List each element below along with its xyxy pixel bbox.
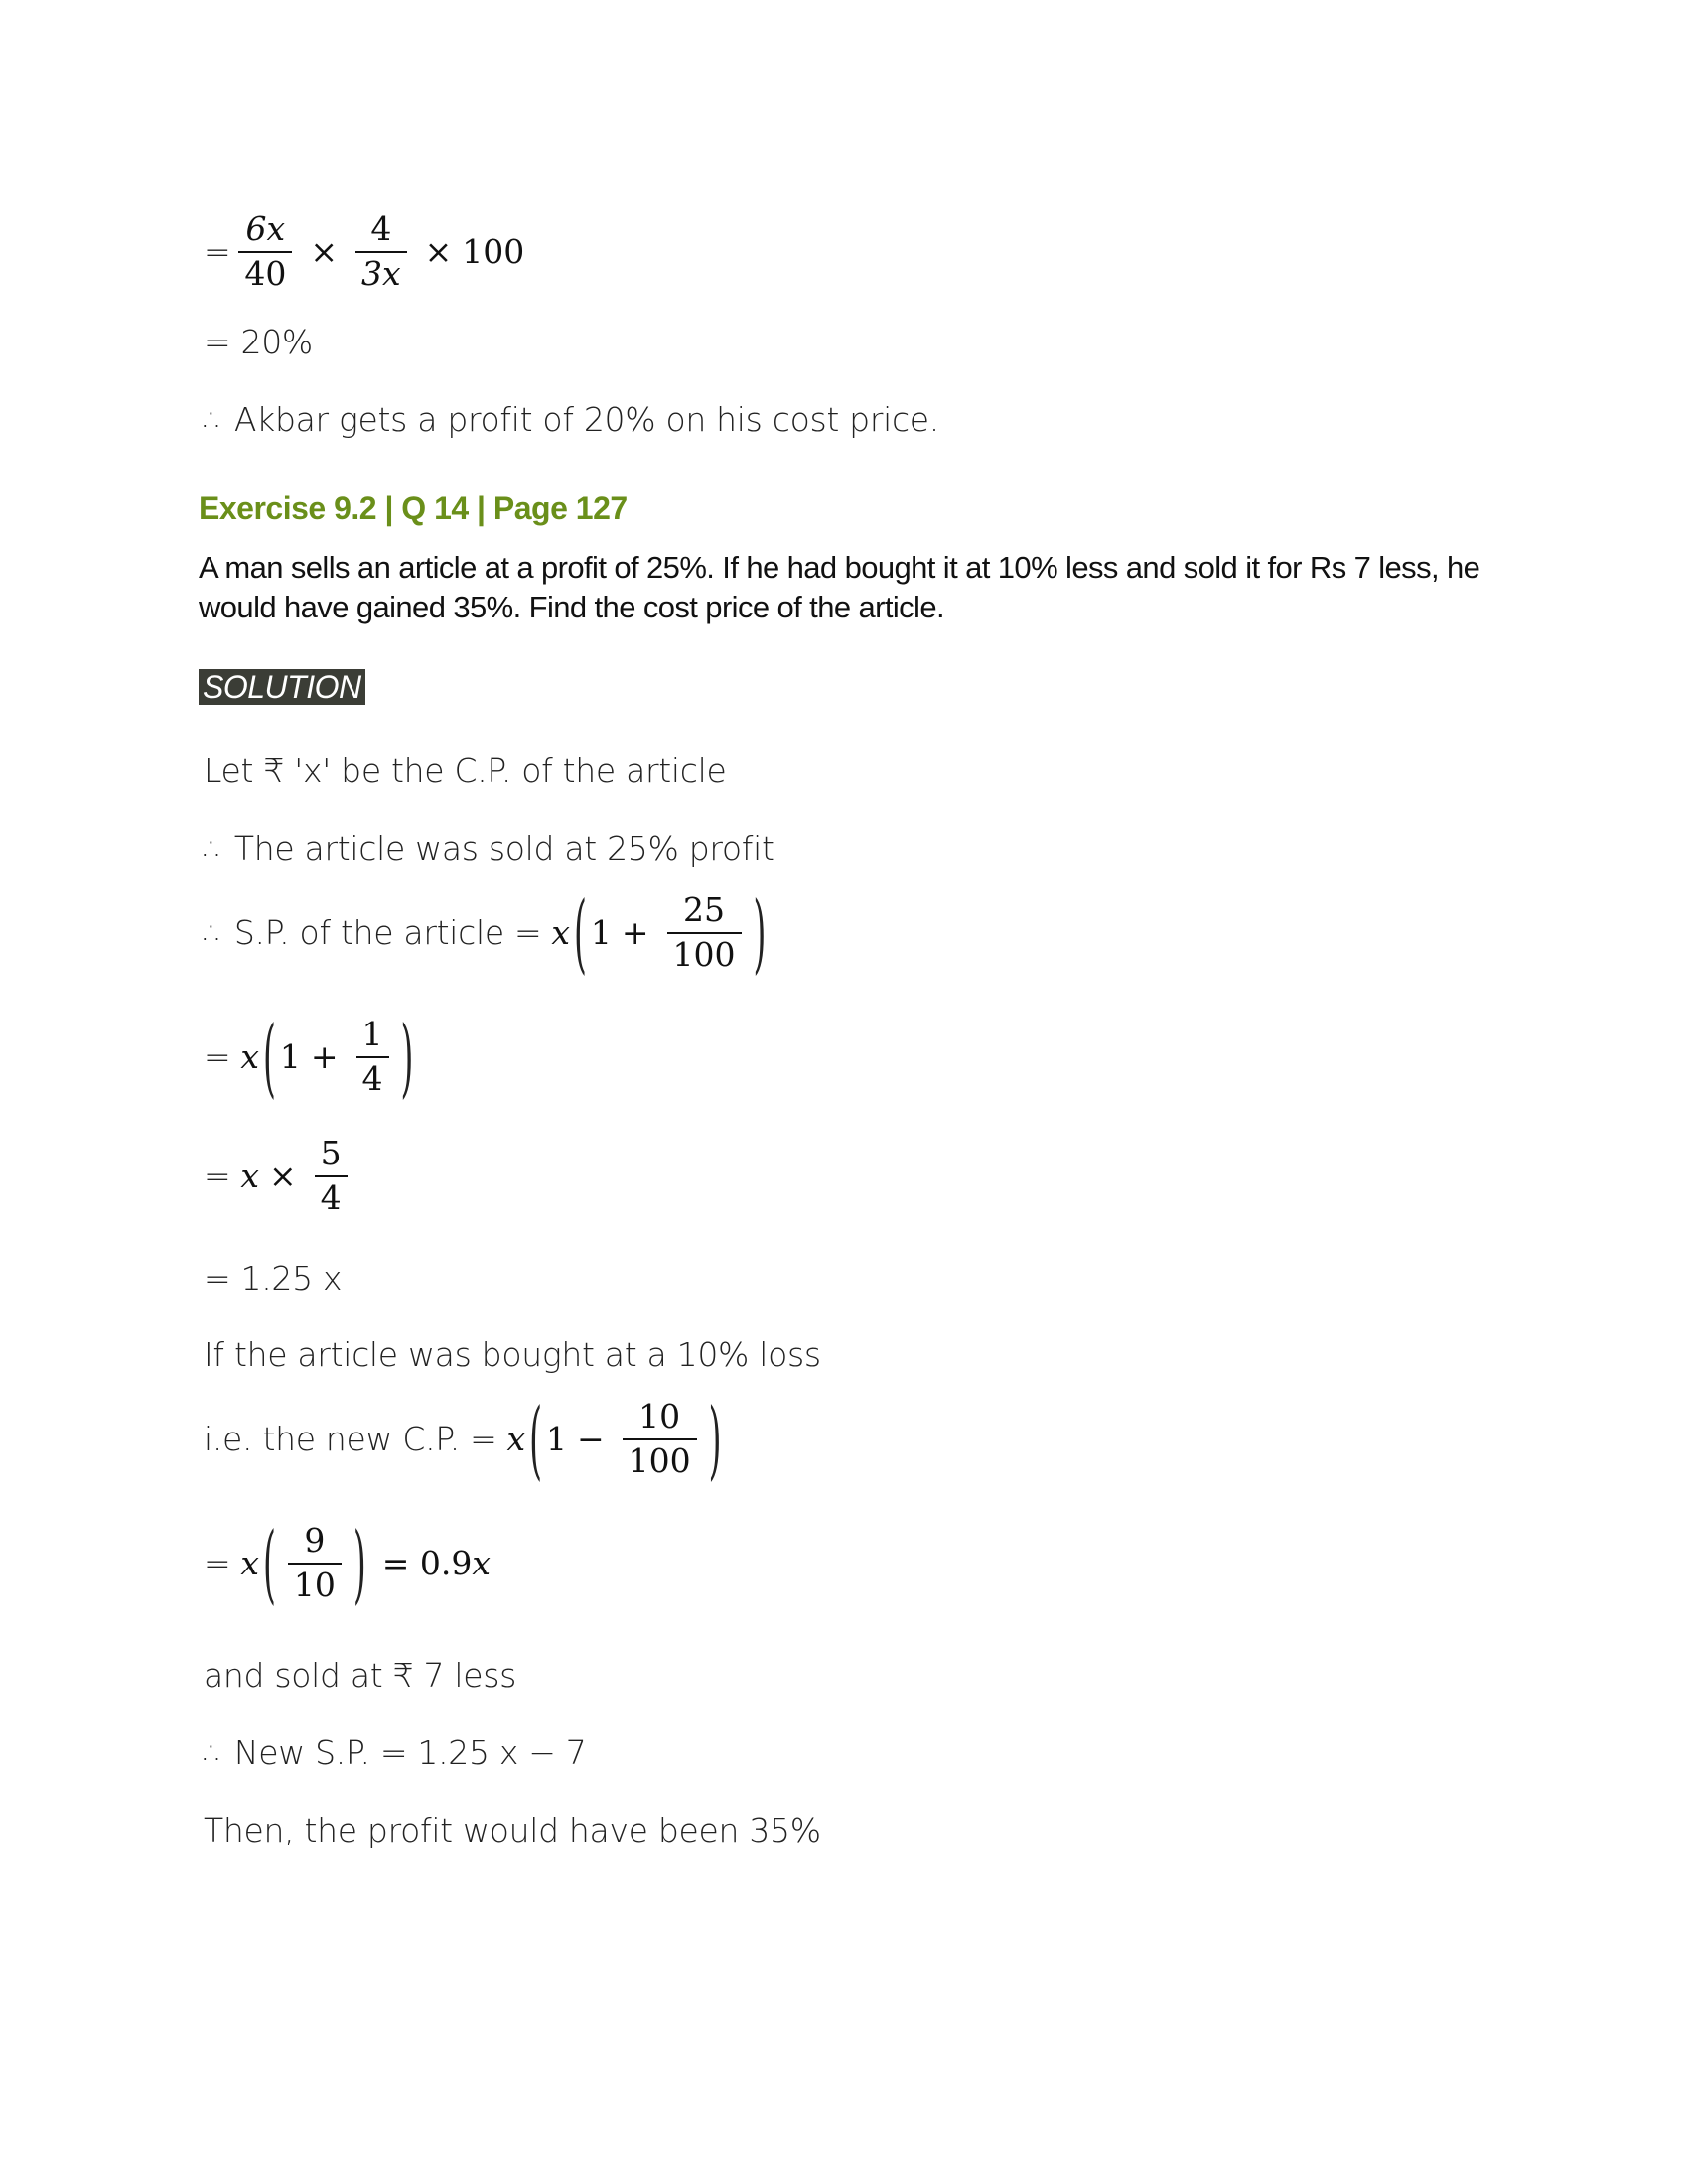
equals-sign: = <box>204 1544 231 1583</box>
right-paren: ) <box>708 1388 722 1490</box>
numerator: 1 <box>361 1015 383 1053</box>
solution-line-1: Let ₹ 'x' be the C.P. of the article <box>204 751 727 790</box>
denominator: 100 <box>667 932 742 973</box>
prefix-text: ∴ S.P. of the article = <box>204 913 542 953</box>
fraction-9-over-10 <box>288 1521 342 1604</box>
denominator: 40 <box>238 251 292 292</box>
one: 1 <box>546 1420 568 1459</box>
var-x: x <box>240 1157 259 1196</box>
solution-line-7: If the article was bought at a 10% loss <box>204 1335 821 1374</box>
denominator: 10 <box>288 1563 342 1603</box>
fraction-10-over-100 <box>623 1397 697 1480</box>
solution-line-10: and sold at ₹ 7 less <box>204 1656 517 1695</box>
denominator: 4 <box>315 1175 348 1216</box>
equation-profit-percent <box>204 209 525 293</box>
solution-line-3-sp <box>204 882 770 984</box>
left-paren: ( <box>262 1512 276 1614</box>
hundred: 100 <box>462 232 525 272</box>
solution-line-6: = 1.25 x <box>204 1259 343 1297</box>
var-x: x <box>240 1544 259 1583</box>
numerator: 4 <box>370 209 392 248</box>
denominator: 100 <box>623 1438 697 1479</box>
prefix-text: i.e. the new C.P. = <box>204 1420 497 1459</box>
left-paren: ( <box>262 1006 276 1108</box>
result-value: = 0.9 <box>381 1544 473 1583</box>
right-paren: ) <box>753 882 767 984</box>
solution-line-5 <box>204 1134 355 1217</box>
fraction-4-over-3x <box>355 209 407 293</box>
numerator: 25 <box>683 890 726 929</box>
solution-badge: SOLUTION <box>199 669 365 705</box>
conclusion-text: ∴ Akbar gets a profit of 20% on his cost price. <box>204 400 940 439</box>
equals-sign: = <box>204 1157 231 1196</box>
plus-sign: + <box>621 913 649 953</box>
solution-line-2: ∴ The article was sold at 25% profit <box>204 829 774 868</box>
times-sign: × <box>310 232 339 272</box>
right-paren: ) <box>352 1512 366 1614</box>
var-x: x <box>240 1037 259 1077</box>
fraction-1-over-4 <box>356 1015 389 1098</box>
right-paren: ) <box>400 1006 414 1108</box>
denominator: 3x <box>355 251 407 292</box>
question-text: A man sells an article at a profit of 25%. If he had bought it at 10% less and sold it for Rs 7 less, he would have gained 35%. Find the cost price of the article. <box>199 550 1480 624</box>
numerator: 10 <box>638 1397 681 1435</box>
numerator: 5 <box>320 1134 342 1172</box>
fraction-25-over-100 <box>667 890 742 974</box>
var-x: x <box>506 1420 526 1459</box>
solution-line-9 <box>204 1512 491 1614</box>
numerator: 6x <box>245 209 286 248</box>
solution-line-4 <box>204 1006 417 1108</box>
plus-sign: + <box>310 1037 339 1077</box>
equals-sign: = <box>204 232 231 272</box>
left-paren: ( <box>529 1388 543 1490</box>
times-sign: × <box>268 1157 297 1196</box>
one: 1 <box>279 1037 301 1077</box>
fraction-5-over-4 <box>315 1134 348 1217</box>
left-paren: ( <box>573 882 587 984</box>
times-sign: × <box>424 232 453 272</box>
solution-line-8-new-cp <box>204 1388 726 1490</box>
solution-line-11: ∴ New S.P. = 1.25 x − 7 <box>204 1733 587 1772</box>
exercise-heading: Exercise 9.2 | Q 14 | Page 127 <box>199 490 628 526</box>
fraction-6x-over-40 <box>238 209 292 293</box>
numerator: 9 <box>304 1521 326 1560</box>
result-20-percent: = 20% <box>204 323 313 361</box>
minus-sign: − <box>577 1420 605 1459</box>
result-var-x: x <box>472 1544 491 1583</box>
solution-line-12: Then, the profit would have been 35% <box>204 1811 821 1849</box>
denominator: 4 <box>356 1056 389 1097</box>
one: 1 <box>590 913 612 953</box>
var-x: x <box>551 913 570 953</box>
equals-sign: = <box>204 1037 231 1077</box>
